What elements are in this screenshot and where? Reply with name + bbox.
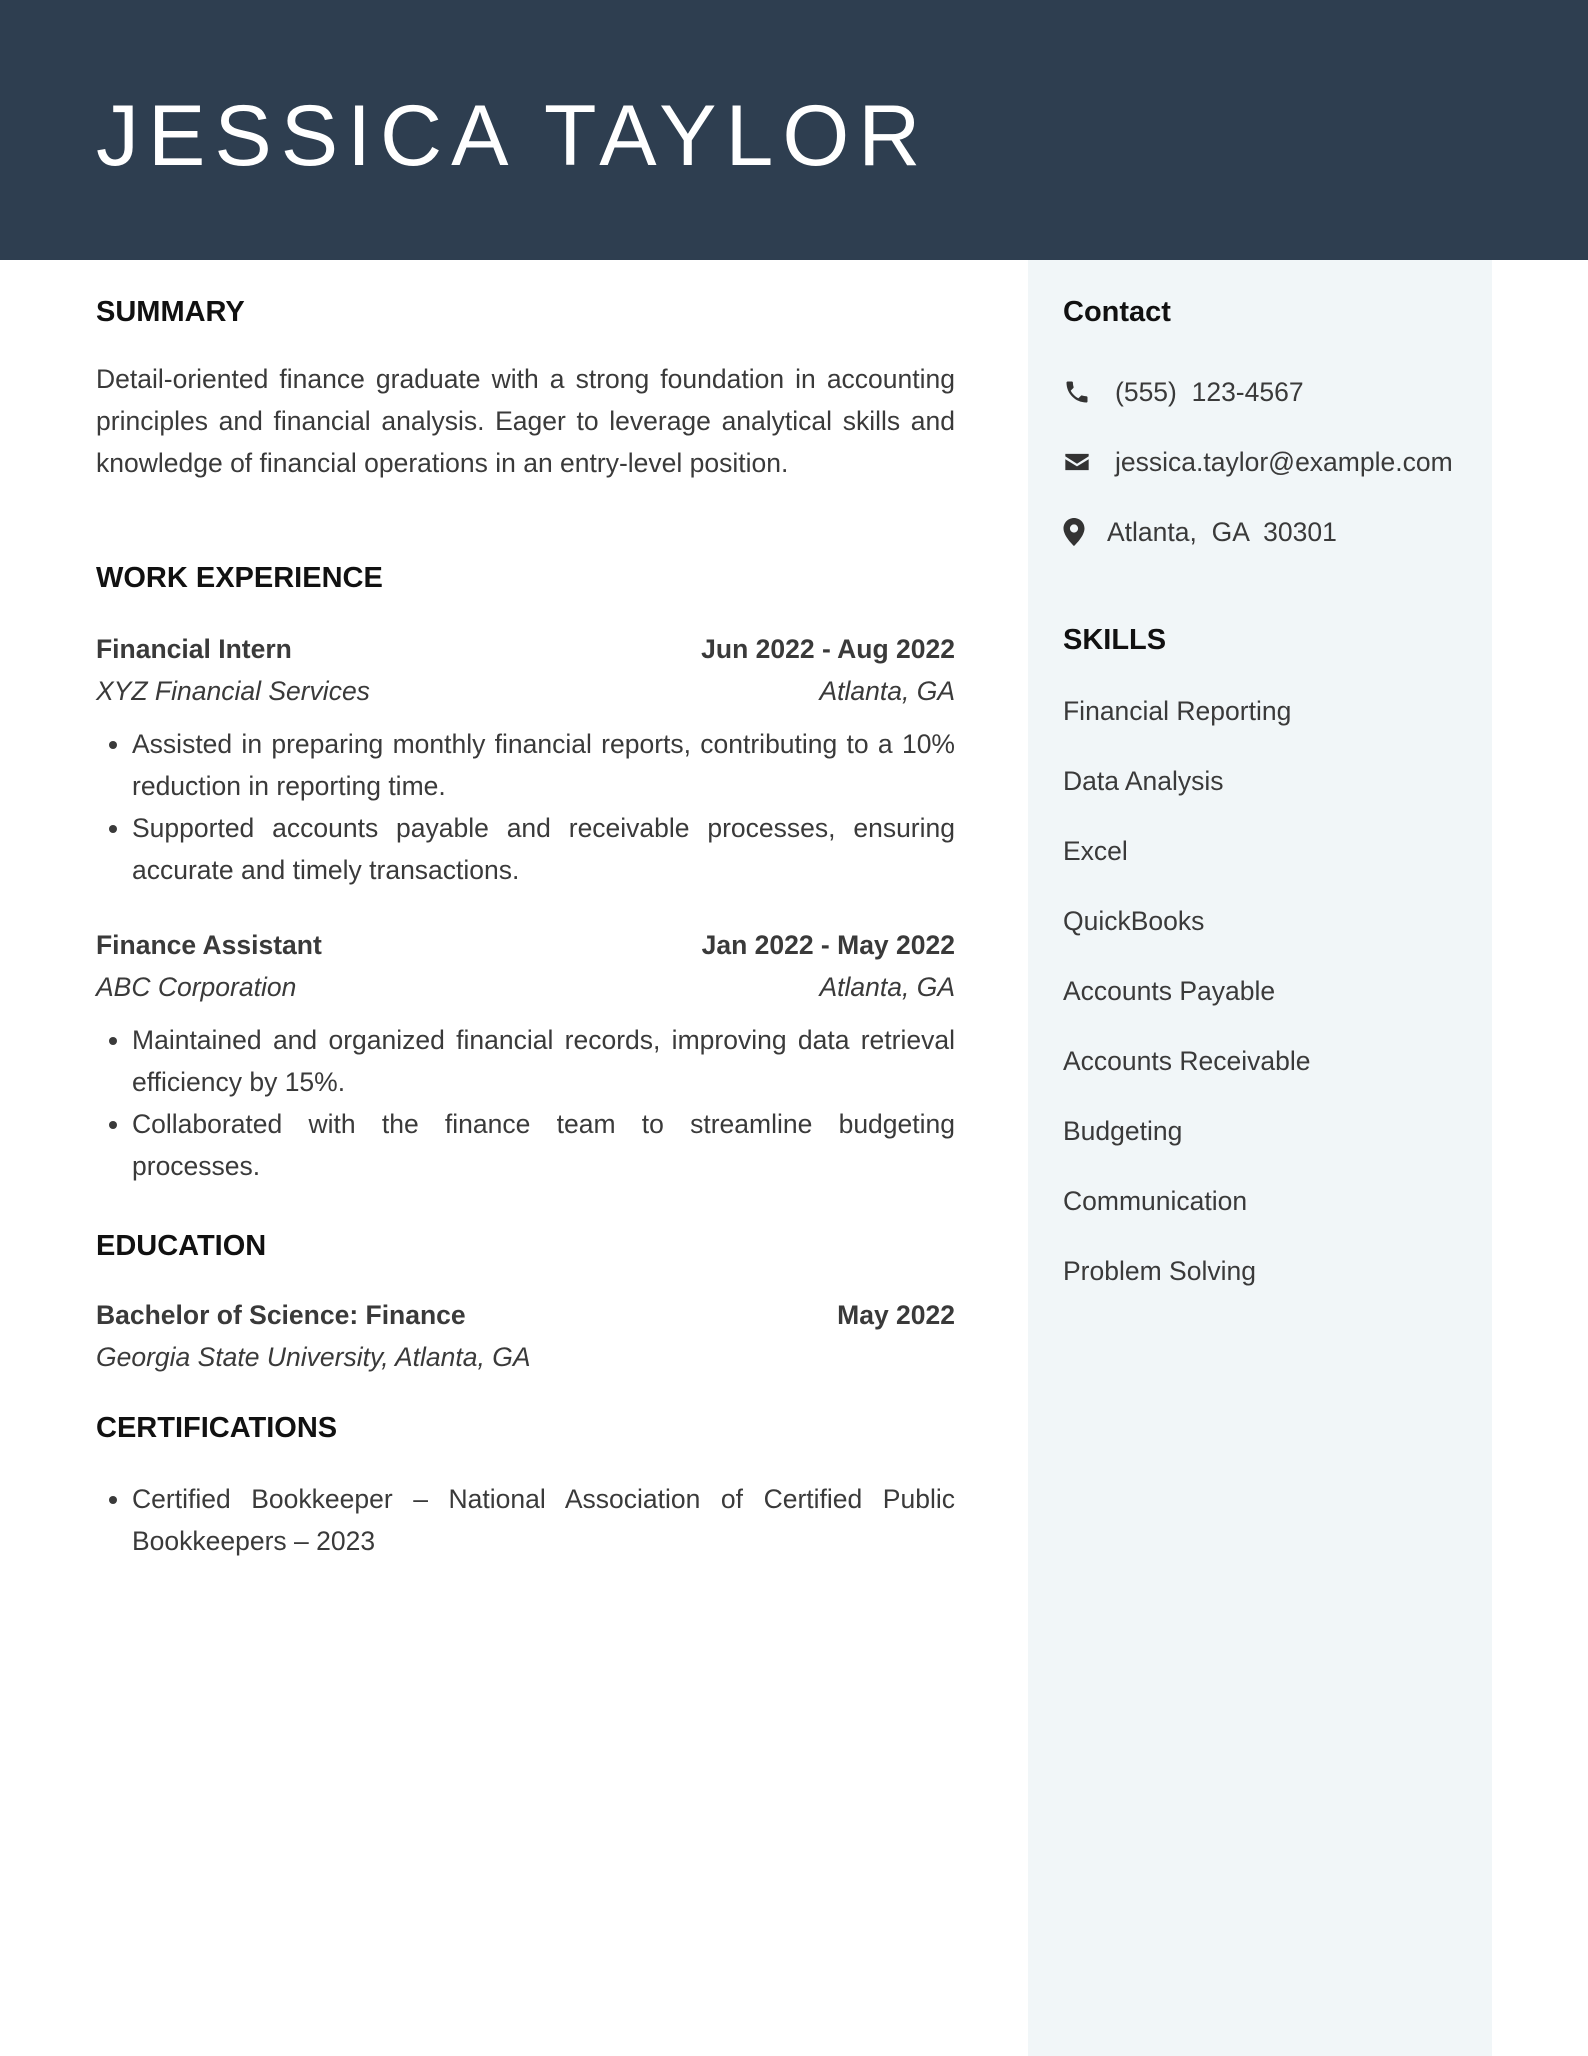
summary-section [96,292,955,484]
skill-item: Accounts Receivable [1063,1046,1311,1076]
job-entry [96,924,955,1187]
work-experience-section [96,558,955,598]
degree: Bachelor of Science: Finance [96,1300,466,1330]
contact-location-text: Atlanta, GA 30301 [1107,516,1337,547]
job-title: Finance Assistant [96,930,322,960]
education-heading: EDUCATION [96,1230,267,1262]
job-bullet: • Assisted in preparing monthly financial reports, contributing to a 10% reduction in reporting time. [132,723,955,807]
work-experience-heading: WORK EXPERIENCE [96,562,383,594]
contact-phone-text: (555) 123-4567 [1115,376,1304,407]
skills-section [1063,620,1483,660]
contact-section [1063,292,1483,332]
skill-item: Problem Solving [1063,1256,1256,1286]
header-banner [0,0,1588,260]
skills-list [1063,690,1310,1320]
contact-heading: Contact [1063,296,1171,328]
job-bullet: • Collaborated with the finance team to streamline budgeting processes. [132,1103,955,1187]
job-bullet: • Supported accounts payable and receivable processes, ensuring accurate and timely transactions. [132,807,955,891]
job-bullet: • Maintained and organized financial records, improving data retrieval efficiency by 15%. [132,1019,955,1103]
certifications-list [96,1478,955,1562]
job-location: Atlanta, GA [819,676,955,706]
certifications-heading: CERTIFICATIONS [96,1412,338,1444]
education-entry [96,1294,955,1378]
skill-item: Excel [1063,836,1128,866]
job-dates: Jan 2022 - May 2022 [701,930,955,960]
job-bullets [96,723,955,891]
job-company: XYZ Financial Services [96,676,370,706]
summary-heading: SUMMARY [96,296,245,328]
skill-item: QuickBooks [1063,906,1205,936]
skill-item: Financial Reporting [1063,696,1292,726]
contact-location [1063,511,1337,553]
contact-email-text[interactable]: jessica.taylor@example.com [1115,446,1453,477]
skill-item: Communication [1063,1186,1248,1216]
skills-heading: SKILLS [1063,624,1167,656]
certifications-section [96,1408,955,1448]
job-location: Atlanta, GA [819,972,955,1002]
education-section [96,1226,955,1266]
contact-phone [1063,371,1304,413]
job-entry [96,628,955,891]
job-title: Financial Intern [96,634,292,664]
certification-item: • Certified Bookkeeper – National Association of Certified Public Bookkeepers – 2023 [132,1478,955,1562]
skill-item: Accounts Payable [1063,976,1276,1006]
envelope-icon [1063,448,1091,476]
contact-email [1063,441,1453,483]
map-marker-icon [1063,518,1085,546]
job-dates: Jun 2022 - Aug 2022 [701,634,955,664]
skill-item: Budgeting [1063,1116,1183,1146]
skill-item: Data Analysis [1063,766,1224,796]
candidate-name: JESSICA TAYLOR [96,88,930,184]
phone-icon [1063,378,1091,406]
graduation-date: May 2022 [837,1300,955,1330]
job-company: ABC Corporation [96,972,297,1002]
school: Georgia State University, Atlanta, GA [96,1342,531,1372]
summary-text: Detail-oriented finance graduate with a strong foundation in accounting principles and financial analysis. Eager to leverage analytical skills and knowledge of financial operations in an entry-level position. [96,364,955,478]
job-bullets [96,1019,955,1187]
